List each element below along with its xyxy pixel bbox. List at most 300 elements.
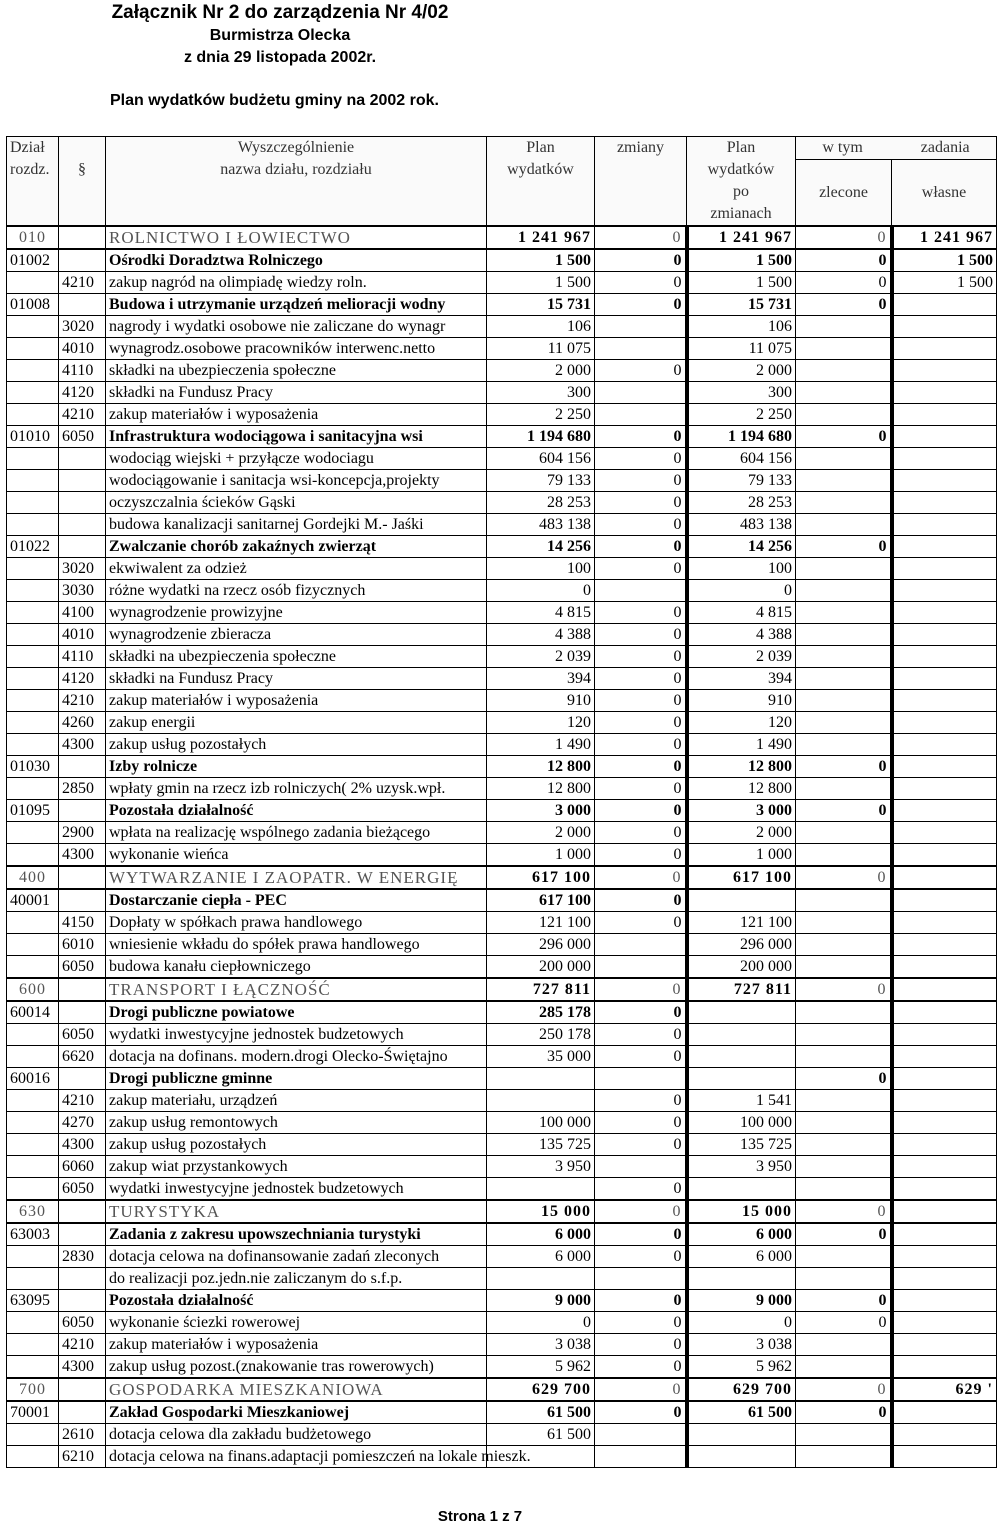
plan-po-zmianach-cell xyxy=(687,1446,796,1468)
zlecone-cell: 0 xyxy=(796,866,892,889)
name-cell: oczyszczalnia ścieków Gąski xyxy=(106,492,487,514)
subsection-row xyxy=(7,536,997,558)
zmiany-cell: 0 xyxy=(595,492,687,514)
name-cell: wynagrodzenie prowizyjne xyxy=(106,602,487,624)
zlecone-cell xyxy=(796,734,892,756)
wlasne-cell xyxy=(892,1446,997,1468)
zlecone-cell xyxy=(796,712,892,734)
col-plan2-label: Plan xyxy=(726,139,756,156)
zlecone-cell xyxy=(796,360,892,382)
name-cell: składki na Fundusz Pracy xyxy=(106,668,487,690)
plan-cell: 250 178 xyxy=(487,1024,595,1046)
col-plan2-zmianach-label: zmianach xyxy=(710,205,772,222)
dzial-cell xyxy=(7,1156,59,1178)
plan-po-zmianach-cell: 2 250 xyxy=(687,404,796,426)
paragraf-cell xyxy=(59,294,106,316)
table-row xyxy=(7,1446,997,1468)
plan-cell: 6 000 xyxy=(487,1246,595,1268)
plan-po-zmianach-cell: 483 138 xyxy=(687,514,796,536)
plan-po-zmianach-cell: 394 xyxy=(687,668,796,690)
plan-po-zmianach-cell: 4 815 xyxy=(687,602,796,624)
col-plan2-po-label: po xyxy=(733,183,749,200)
name-cell: zakup nagród na olimpiadę wiedzy roln. xyxy=(106,272,487,294)
plan-cell: 296 000 xyxy=(487,934,595,956)
paragraf-cell: 6620 xyxy=(59,1046,106,1068)
wlasne-cell xyxy=(892,822,997,844)
zmiany-cell xyxy=(595,956,687,979)
col-wysz-sub-label: nazwa działu, rozdziału xyxy=(220,161,372,178)
plan-cell: 3 950 xyxy=(487,1156,595,1178)
paragraf-cell: 2850 xyxy=(59,778,106,800)
plan-cell: 2 000 xyxy=(487,822,595,844)
wlasne-cell xyxy=(892,316,997,338)
dzial-cell xyxy=(7,1046,59,1068)
plan-cell: 1 500 xyxy=(487,249,595,272)
table-row xyxy=(7,338,997,360)
zmiany-cell xyxy=(595,1424,687,1446)
name-cell: Zakład Gospodarki Mieszkaniowej xyxy=(106,1401,487,1424)
zlecone-cell xyxy=(796,1001,892,1024)
wlasne-cell xyxy=(892,668,997,690)
dzial-cell xyxy=(7,580,59,602)
dzial-cell xyxy=(7,668,59,690)
paragraf-cell xyxy=(59,470,106,492)
plan-cell: 0 xyxy=(487,1312,595,1334)
plan-po-zmianach-cell: 11 075 xyxy=(687,338,796,360)
wlasne-cell: 1 500 xyxy=(892,272,997,294)
paragraf-cell: 4110 xyxy=(59,360,106,382)
wlasne-cell xyxy=(892,778,997,800)
table-row xyxy=(7,934,997,956)
plan-po-zmianach-cell: 1 241 967 xyxy=(687,226,796,249)
table-row xyxy=(7,492,997,514)
zmiany-cell: 0 xyxy=(595,889,687,912)
wlasne-cell: 1 241 967 xyxy=(892,226,997,249)
table-row xyxy=(7,624,997,646)
plan-po-zmianach-cell: 100 xyxy=(687,558,796,580)
wlasne-cell xyxy=(892,1290,997,1312)
table-row xyxy=(7,272,997,294)
plan-cell: 1 000 xyxy=(487,844,595,867)
plan-cell: 12 800 xyxy=(487,756,595,778)
plan-po-zmianach-cell: 1 541 xyxy=(687,1090,796,1112)
col-wtym-label: w tym xyxy=(822,139,863,156)
paragraf-cell: 4110 xyxy=(59,646,106,668)
zmiany-cell: 0 xyxy=(595,249,687,272)
plan-cell xyxy=(487,1090,595,1112)
zmiany-cell: 0 xyxy=(595,1401,687,1424)
dzial-cell: 01022 xyxy=(7,536,59,558)
plan-po-zmianach-cell: 106 xyxy=(687,316,796,338)
name-cell: Pozostała działalność xyxy=(106,800,487,822)
plan-cell: 12 800 xyxy=(487,778,595,800)
paragraf-cell xyxy=(59,866,106,889)
plan-po-zmianach-cell: 135 725 xyxy=(687,1134,796,1156)
zmiany-cell xyxy=(595,316,687,338)
wlasne-cell xyxy=(892,360,997,382)
name-cell: wniesienie wkładu do spółek prawa handlowego xyxy=(106,934,487,956)
dzial-cell xyxy=(7,1112,59,1134)
plan-po-zmianach-cell: 2 039 xyxy=(687,646,796,668)
name-cell: wynagrodz.osobowe pracowników interwenc.netto xyxy=(106,338,487,360)
table-row xyxy=(7,646,997,668)
zmiany-cell: 0 xyxy=(595,912,687,934)
table-row xyxy=(7,956,997,979)
wlasne-cell xyxy=(892,844,997,867)
paragraf-cell xyxy=(59,978,106,1001)
dzial-cell: 70001 xyxy=(7,1401,59,1424)
wlasne-cell xyxy=(892,558,997,580)
zmiany-cell xyxy=(595,338,687,360)
dzial-cell xyxy=(7,514,59,536)
zmiany-cell: 0 xyxy=(595,756,687,778)
zmiany-cell: 0 xyxy=(595,646,687,668)
subsection-row xyxy=(7,1223,997,1246)
zlecone-cell xyxy=(796,382,892,404)
zlecone-cell xyxy=(796,558,892,580)
plan-cell: 910 xyxy=(487,690,595,712)
zlecone-cell xyxy=(796,889,892,912)
plan-cell: 2 000 xyxy=(487,360,595,382)
zlecone-cell xyxy=(796,1112,892,1134)
zmiany-cell: 0 xyxy=(595,558,687,580)
plan-po-zmianach-cell: 5 962 xyxy=(687,1356,796,1379)
zlecone-cell xyxy=(796,404,892,426)
zmiany-cell: 0 xyxy=(595,1134,687,1156)
plan-po-zmianach-cell: 61 500 xyxy=(687,1401,796,1424)
zmiany-cell xyxy=(595,404,687,426)
paragraf-cell xyxy=(59,889,106,912)
wlasne-cell xyxy=(892,1112,997,1134)
paragraf-cell: 6010 xyxy=(59,934,106,956)
name-cell: różne wydatki na rzecz osób fizycznych xyxy=(106,580,487,602)
paragraf-cell: 6050 xyxy=(59,956,106,979)
name-cell: Budowa i utrzymanie urządzeń melioracji wodny xyxy=(106,294,487,316)
dzial-cell: 700 xyxy=(7,1378,59,1401)
col-plan-label: Plan xyxy=(526,139,555,156)
paragraf-cell xyxy=(59,249,106,272)
zmiany-cell: 0 xyxy=(595,978,687,1001)
wlasne-cell xyxy=(892,646,997,668)
plan-po-zmianach-cell: 1 000 xyxy=(687,844,796,867)
plan-po-zmianach-cell: 9 000 xyxy=(687,1290,796,1312)
plan-cell: 121 100 xyxy=(487,912,595,934)
paragraf-cell: 4270 xyxy=(59,1112,106,1134)
table-row xyxy=(7,470,997,492)
zmiany-cell: 0 xyxy=(595,514,687,536)
dzial-cell: 400 xyxy=(7,866,59,889)
dzial-cell xyxy=(7,404,59,426)
plan-po-zmianach-cell xyxy=(687,1424,796,1446)
dzial-cell xyxy=(7,492,59,514)
subsection-row xyxy=(7,800,997,822)
name-cell: zakup usług pozostałych xyxy=(106,1134,487,1156)
zlecone-cell xyxy=(796,844,892,867)
plan-po-zmianach-cell: 15 000 xyxy=(687,1200,796,1223)
plan-cell: 79 133 xyxy=(487,470,595,492)
section-row xyxy=(7,1200,997,1223)
wlasne-cell xyxy=(892,1134,997,1156)
zmiany-cell: 0 xyxy=(595,822,687,844)
plan-po-zmianach-cell: 14 256 xyxy=(687,536,796,558)
zmiany-cell: 0 xyxy=(595,1178,687,1201)
zlecone-cell: 0 xyxy=(796,1378,892,1401)
wlasne-cell xyxy=(892,1001,997,1024)
zmiany-cell: 0 xyxy=(595,602,687,624)
plan-cell: 100 xyxy=(487,558,595,580)
zlecone-cell: 0 xyxy=(796,226,892,249)
zmiany-cell xyxy=(595,580,687,602)
col-paragraf xyxy=(59,137,106,227)
zmiany-cell: 0 xyxy=(595,1200,687,1223)
dzial-cell xyxy=(7,690,59,712)
table-row xyxy=(7,580,997,602)
plan-po-zmianach-cell: 2 000 xyxy=(687,822,796,844)
dzial-cell xyxy=(7,934,59,956)
wlasne-cell xyxy=(892,1268,997,1290)
wlasne-cell xyxy=(892,1156,997,1178)
plan-cell: 483 138 xyxy=(487,514,595,536)
paragraf-cell: 3020 xyxy=(59,316,106,338)
name-cell: zakup usług pozostałych xyxy=(106,734,487,756)
wlasne-cell xyxy=(892,580,997,602)
zlecone-cell xyxy=(796,778,892,800)
wlasne-cell xyxy=(892,1223,997,1246)
plan-po-zmianach-cell: 727 811 xyxy=(687,978,796,1001)
name-cell: Izby rolnicze xyxy=(106,756,487,778)
dzial-cell xyxy=(7,912,59,934)
zmiany-cell: 0 xyxy=(595,690,687,712)
plan-po-zmianach-cell: 629 700 xyxy=(687,1378,796,1401)
name-cell: TRANSPORT I ŁĄCZNOŚĆ xyxy=(106,978,487,1001)
table-row xyxy=(7,778,997,800)
zlecone-cell xyxy=(796,316,892,338)
col-plan2-sub-label: wydatków xyxy=(707,161,775,178)
plan-po-zmianach-cell: 100 000 xyxy=(687,1112,796,1134)
zmiany-cell: 0 xyxy=(595,448,687,470)
dzial-cell xyxy=(7,624,59,646)
paragraf-cell: 4300 xyxy=(59,1356,106,1379)
name-cell: zakup materiałów i wyposażenia xyxy=(106,690,487,712)
paragraf-cell: 3020 xyxy=(59,558,106,580)
zlecone-cell xyxy=(796,1246,892,1268)
plan-po-zmianach-cell: 1 500 xyxy=(687,272,796,294)
zmiany-cell xyxy=(595,1156,687,1178)
plan-title: Plan wydatków budżetu gminy na 2002 rok. xyxy=(110,92,439,109)
wlasne-cell xyxy=(892,426,997,448)
wlasne-cell xyxy=(892,866,997,889)
paragraf-cell: 6210 xyxy=(59,1446,106,1468)
subsection-row xyxy=(7,1290,997,1312)
name-cell: zakup usług remontowych xyxy=(106,1112,487,1134)
zlecone-cell: 0 xyxy=(796,536,892,558)
table-row xyxy=(7,912,997,934)
wlasne-cell xyxy=(892,1068,997,1090)
plan-po-zmianach-cell: 617 100 xyxy=(687,866,796,889)
wlasne-cell xyxy=(892,978,997,1001)
paragraf-cell: 4210 xyxy=(59,404,106,426)
zmiany-cell: 0 xyxy=(595,1246,687,1268)
zmiany-cell: 0 xyxy=(595,360,687,382)
paragraf-cell: 4120 xyxy=(59,382,106,404)
paragraf-cell: 6050 xyxy=(59,426,106,448)
paragraf-cell: 4010 xyxy=(59,624,106,646)
paragraf-cell: 4210 xyxy=(59,1334,106,1356)
name-cell: Zwalczanie chorób zakaźnych zwierząt xyxy=(106,536,487,558)
name-cell: zakup materiału, urządzeń xyxy=(106,1090,487,1112)
paragraf-cell xyxy=(59,1268,106,1290)
plan-cell: 106 xyxy=(487,316,595,338)
name-cell: wydatki inwestycyjne jednostek budzetowych xyxy=(106,1178,487,1201)
name-cell: Dopłaty w spółkach prawa handlowego xyxy=(106,912,487,934)
zmiany-cell: 0 xyxy=(595,866,687,889)
name-cell: dotacja na dofinans. modern.drogi Olecko-Świętajno xyxy=(106,1046,487,1068)
name-cell: ekwiwalent za odzież xyxy=(106,558,487,580)
zmiany-cell: 0 xyxy=(595,1356,687,1379)
plan-po-zmianach-cell: 121 100 xyxy=(687,912,796,934)
table-row xyxy=(7,382,997,404)
zlecone-cell xyxy=(796,1446,892,1468)
zlecone-cell xyxy=(796,668,892,690)
zlecone-cell xyxy=(796,492,892,514)
plan-cell: 0 xyxy=(487,580,595,602)
zmiany-cell: 0 xyxy=(595,1112,687,1134)
table-row xyxy=(7,1312,997,1334)
dzial-cell: 60014 xyxy=(7,1001,59,1024)
subsection-row xyxy=(7,249,997,272)
page-footer: Strona 1 z 7 xyxy=(437,1508,523,1525)
plan-cell: 1 194 680 xyxy=(487,426,595,448)
paragraf-cell: 4010 xyxy=(59,338,106,360)
wlasne-cell xyxy=(892,470,997,492)
plan-cell: 1 490 xyxy=(487,734,595,756)
table-row xyxy=(7,404,997,426)
zmiany-cell: 0 xyxy=(595,778,687,800)
name-cell: Zadania z zakresu upowszechniania turystyki xyxy=(106,1223,487,1246)
table-row xyxy=(7,558,997,580)
plan-cell: 120 xyxy=(487,712,595,734)
dzial-cell: 01002 xyxy=(7,249,59,272)
dzial-cell: 630 xyxy=(7,1200,59,1223)
zlecone-cell: 0 xyxy=(796,249,892,272)
col-wyszczegolnienie xyxy=(106,137,487,227)
dzial-cell xyxy=(7,844,59,867)
table-row xyxy=(7,448,997,470)
paragraf-cell: 4210 xyxy=(59,272,106,294)
wlasne-cell xyxy=(892,800,997,822)
dzial-cell: 01010 xyxy=(7,426,59,448)
name-cell: wodociągowanie i sanitacja wsi-koncepcja,projekty xyxy=(106,470,487,492)
plan-po-zmianach-cell: 12 800 xyxy=(687,756,796,778)
plan-cell: 604 156 xyxy=(487,448,595,470)
zmiany-cell: 0 xyxy=(595,844,687,867)
dzial-cell xyxy=(7,1024,59,1046)
col-zlecone: zlecone xyxy=(796,160,892,227)
table-row xyxy=(7,822,997,844)
paragraf-cell xyxy=(59,756,106,778)
plan-po-zmianach-cell: 3 950 xyxy=(687,1156,796,1178)
zlecone-cell xyxy=(796,1268,892,1290)
plan-cell: 1 241 967 xyxy=(487,226,595,249)
wlasne-cell xyxy=(892,912,997,934)
subsection-row xyxy=(7,1068,997,1090)
col-par-label: § xyxy=(78,161,86,178)
paragraf-cell: 2830 xyxy=(59,1246,106,1268)
zlecone-cell xyxy=(796,934,892,956)
plan-cell: 629 700 xyxy=(487,1378,595,1401)
dzial-cell xyxy=(7,1246,59,1268)
subsection-row xyxy=(7,889,997,912)
table-row xyxy=(7,1134,997,1156)
zlecone-cell xyxy=(796,448,892,470)
subsection-row xyxy=(7,426,997,448)
name-cell: składki na Fundusz Pracy xyxy=(106,382,487,404)
name-cell: budowa kanalizacji sanitarnej Gordejki M.- Jaśki xyxy=(106,514,487,536)
table-row xyxy=(7,734,997,756)
wlasne-cell xyxy=(892,1178,997,1201)
plan-po-zmianach-cell: 0 xyxy=(687,580,796,602)
plan-po-zmianach-cell: 3 038 xyxy=(687,1334,796,1356)
dzial-cell xyxy=(7,1134,59,1156)
zmiany-cell: 0 xyxy=(595,1312,687,1334)
paragraf-cell: 4260 xyxy=(59,712,106,734)
name-cell: zakup materiałów i wyposażenia xyxy=(106,1334,487,1356)
section-row xyxy=(7,226,997,249)
col-plan-po-zmianach xyxy=(687,137,796,227)
zlecone-cell: 0 xyxy=(796,1401,892,1424)
dzial-cell xyxy=(7,316,59,338)
zlecone-cell xyxy=(796,1134,892,1156)
table-row xyxy=(7,1024,997,1046)
zlecone-cell xyxy=(796,1356,892,1379)
plan-cell: 617 100 xyxy=(487,866,595,889)
zlecone-cell xyxy=(796,956,892,979)
col-wysz-label: Wyszczególnienie xyxy=(237,139,355,156)
wlasne-cell: 1 500 xyxy=(892,249,997,272)
zlecone-cell: 0 xyxy=(796,426,892,448)
name-cell: składki na ubezpieczenia społeczne xyxy=(106,360,487,382)
plan-po-zmianach-cell: 300 xyxy=(687,382,796,404)
plan-cell: 135 725 xyxy=(487,1134,595,1156)
zlecone-cell: 0 xyxy=(796,756,892,778)
paragraf-cell xyxy=(59,1200,106,1223)
paragraf-cell: 4300 xyxy=(59,1134,106,1156)
col-w-tym-zadania xyxy=(796,137,997,160)
plan-cell: 617 100 xyxy=(487,889,595,912)
col-wlasne: własne xyxy=(892,160,997,227)
plan-po-zmianach-cell: 296 000 xyxy=(687,934,796,956)
zmiany-cell: 0 xyxy=(595,624,687,646)
plan-cell: 15 000 xyxy=(487,1200,595,1223)
dzial-cell xyxy=(7,1090,59,1112)
paragraf-cell xyxy=(59,1290,106,1312)
wlasne-cell xyxy=(892,756,997,778)
plan-po-zmianach-cell: 28 253 xyxy=(687,492,796,514)
plan-cell: 2 039 xyxy=(487,646,595,668)
plan-cell: 4 815 xyxy=(487,602,595,624)
plan-cell: 100 000 xyxy=(487,1112,595,1134)
name-cell: wynagrodzenie zbieracza xyxy=(106,624,487,646)
plan-cell: 3 000 xyxy=(487,800,595,822)
table-row xyxy=(7,712,997,734)
plan-po-zmianach-cell xyxy=(687,889,796,912)
wlasne-cell xyxy=(892,294,997,316)
zlecone-cell xyxy=(796,470,892,492)
dzial-cell xyxy=(7,646,59,668)
paragraf-cell xyxy=(59,536,106,558)
zlecone-cell: 0 xyxy=(796,272,892,294)
paragraf-cell: 3030 xyxy=(59,580,106,602)
